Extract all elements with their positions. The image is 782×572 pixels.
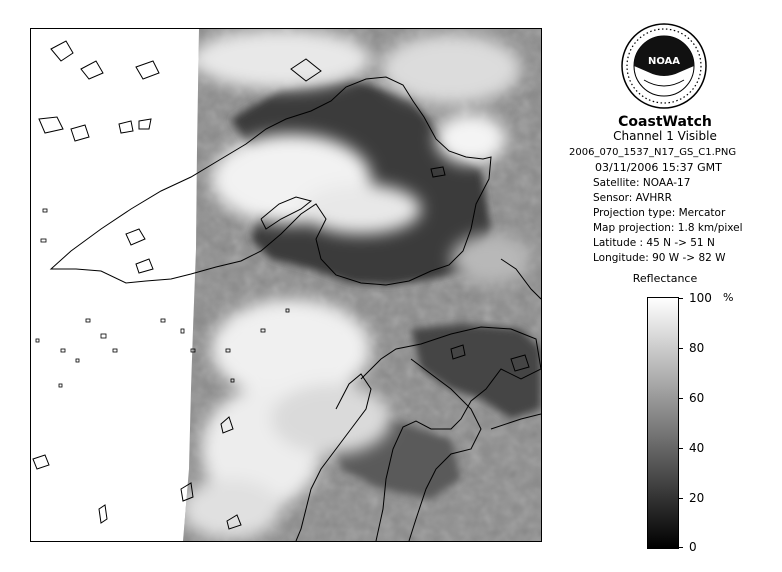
- legend-tick-label: 100: [689, 291, 712, 305]
- reflectance-color-bar: [647, 297, 679, 549]
- noaa-logo-text: NOAA: [647, 56, 681, 67]
- projection-type-label: Projection type: Mercator: [593, 207, 726, 219]
- legend-tick-label: 60: [689, 391, 705, 405]
- legend-tick: [679, 498, 683, 499]
- legend-tick: [679, 398, 683, 399]
- noaa-logo: [620, 22, 708, 110]
- legend-title: Reflectance: [632, 272, 698, 285]
- datetime-label: 03/11/2006 15:37 GMT: [595, 161, 722, 174]
- legend-tick-label: 80: [689, 341, 705, 355]
- filename-label: 2006_070_1537_N17_GS_C1.PNG: [569, 147, 737, 158]
- satellite-image-panel: [30, 28, 542, 542]
- legend-tick: [679, 547, 683, 548]
- legend-unit: %: [723, 291, 734, 304]
- satellite-label: Satellite: NOAA-17: [593, 177, 691, 189]
- channel-label: Channel 1 Visible: [613, 129, 717, 143]
- longitude-label: Longitude: 90 W -> 82 W: [593, 252, 726, 264]
- legend-tick: [679, 298, 683, 299]
- legend-tick-label: 20: [689, 491, 705, 505]
- brand-title: CoastWatch: [618, 114, 712, 130]
- legend-tick: [679, 348, 683, 349]
- sensor-label: Sensor: AVHRR: [593, 192, 672, 204]
- satellite-map: [31, 29, 541, 541]
- latitude-label: Latitude : 45 N -> 51 N: [593, 237, 715, 249]
- legend-tick-label: 40: [689, 441, 705, 455]
- map-projection-label: Map projection: 1.8 km/pixel: [593, 222, 743, 234]
- legend-tick-label: 0: [689, 540, 697, 554]
- legend-tick: [679, 448, 683, 449]
